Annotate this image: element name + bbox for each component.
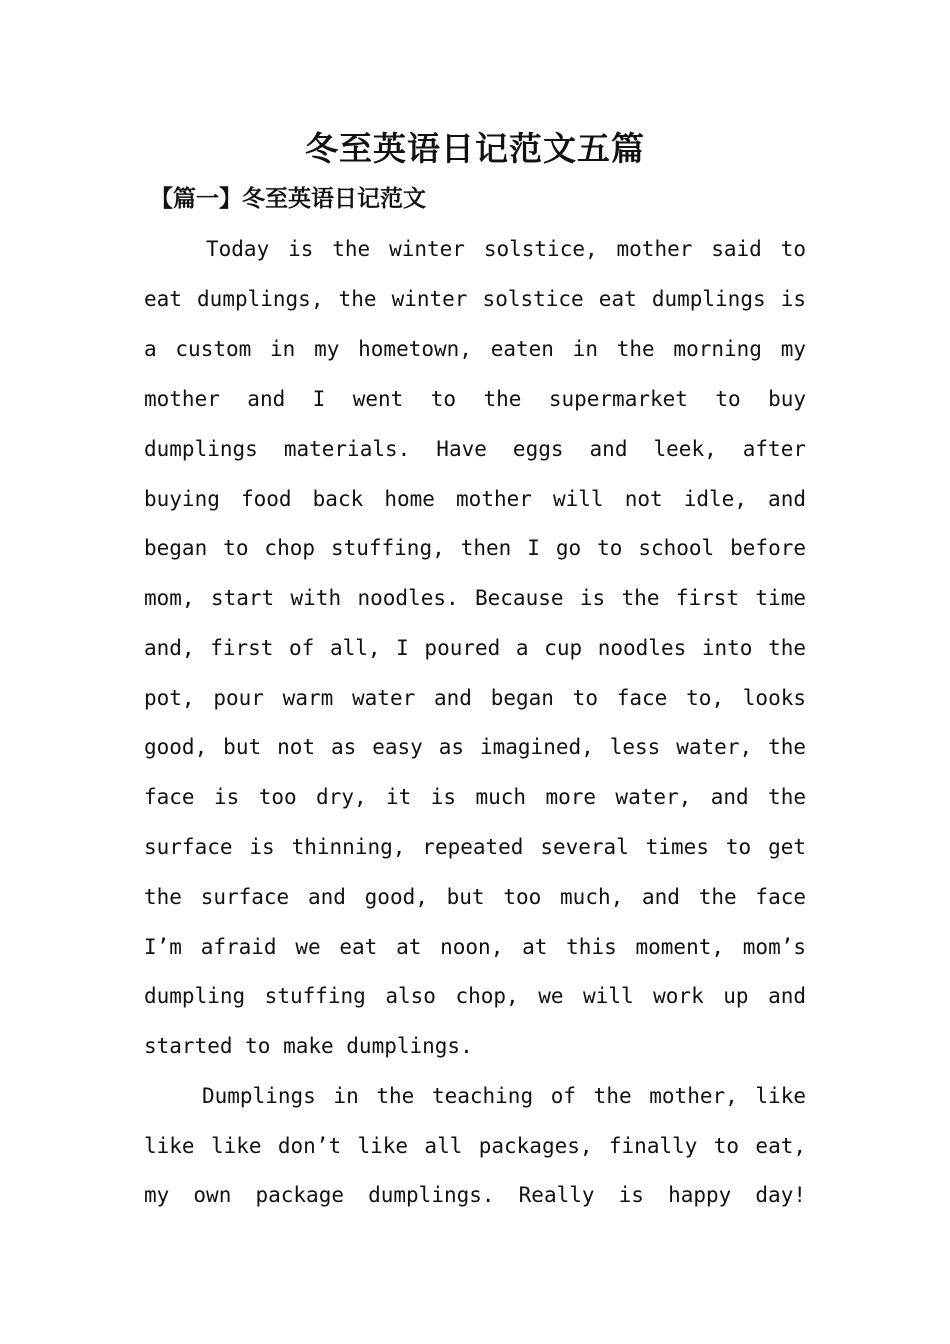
paragraph-line: face is too dry, it is much more water, and the [144, 785, 806, 809]
paragraph-line: and, first of all, I poured a cup noodles into the [144, 636, 806, 660]
paragraph-line: buying food back home mother will not idle, and [144, 487, 806, 511]
paragraph-line: surface is thinning, repeated several times to get [144, 835, 806, 859]
paragraph-line: mom, start with noodles. Because is the first time [144, 586, 806, 610]
paragraph-line: Dumplings in the teaching of the mother, like [202, 1084, 806, 1108]
paragraph-line: Today is the winter solstice, mother said to [206, 237, 806, 261]
paragraph-line: dumplings materials. Have eggs and leek, after [144, 437, 806, 461]
paragraph-line: eat dumplings, the winter solstice eat dumplings is [144, 287, 806, 311]
section-heading: 【篇一】冬至英语日记范文 [150, 185, 426, 212]
paragraph-line: good, but not as easy as imagined, less water, the [144, 735, 806, 759]
document-title: 冬至英语日记范文五篇 [305, 129, 645, 168]
paragraph-line: my own package dumplings. Really is happy day! [144, 1183, 806, 1207]
paragraph-line: like like don’t like all packages, finally to eat, [144, 1134, 806, 1158]
paragraph-line: I’m afraid we eat at noon, at this moment, mom’s [144, 935, 806, 959]
paragraph-line: mother and I went to the supermarket to buy [144, 387, 806, 411]
paragraph-line: the surface and good, but too much, and the face [144, 885, 806, 909]
paragraph-line: dumpling stuffing also chop, we will work up and [144, 984, 806, 1008]
paragraph-line: pot, pour warm water and began to face to, looks [144, 686, 806, 710]
paragraph-line: began to chop stuffing, then I go to school before [144, 536, 806, 560]
paragraph-line: a custom in my hometown, eaten in the morning my [144, 337, 806, 361]
paragraph-line: started to make dumplings. [144, 1034, 473, 1058]
